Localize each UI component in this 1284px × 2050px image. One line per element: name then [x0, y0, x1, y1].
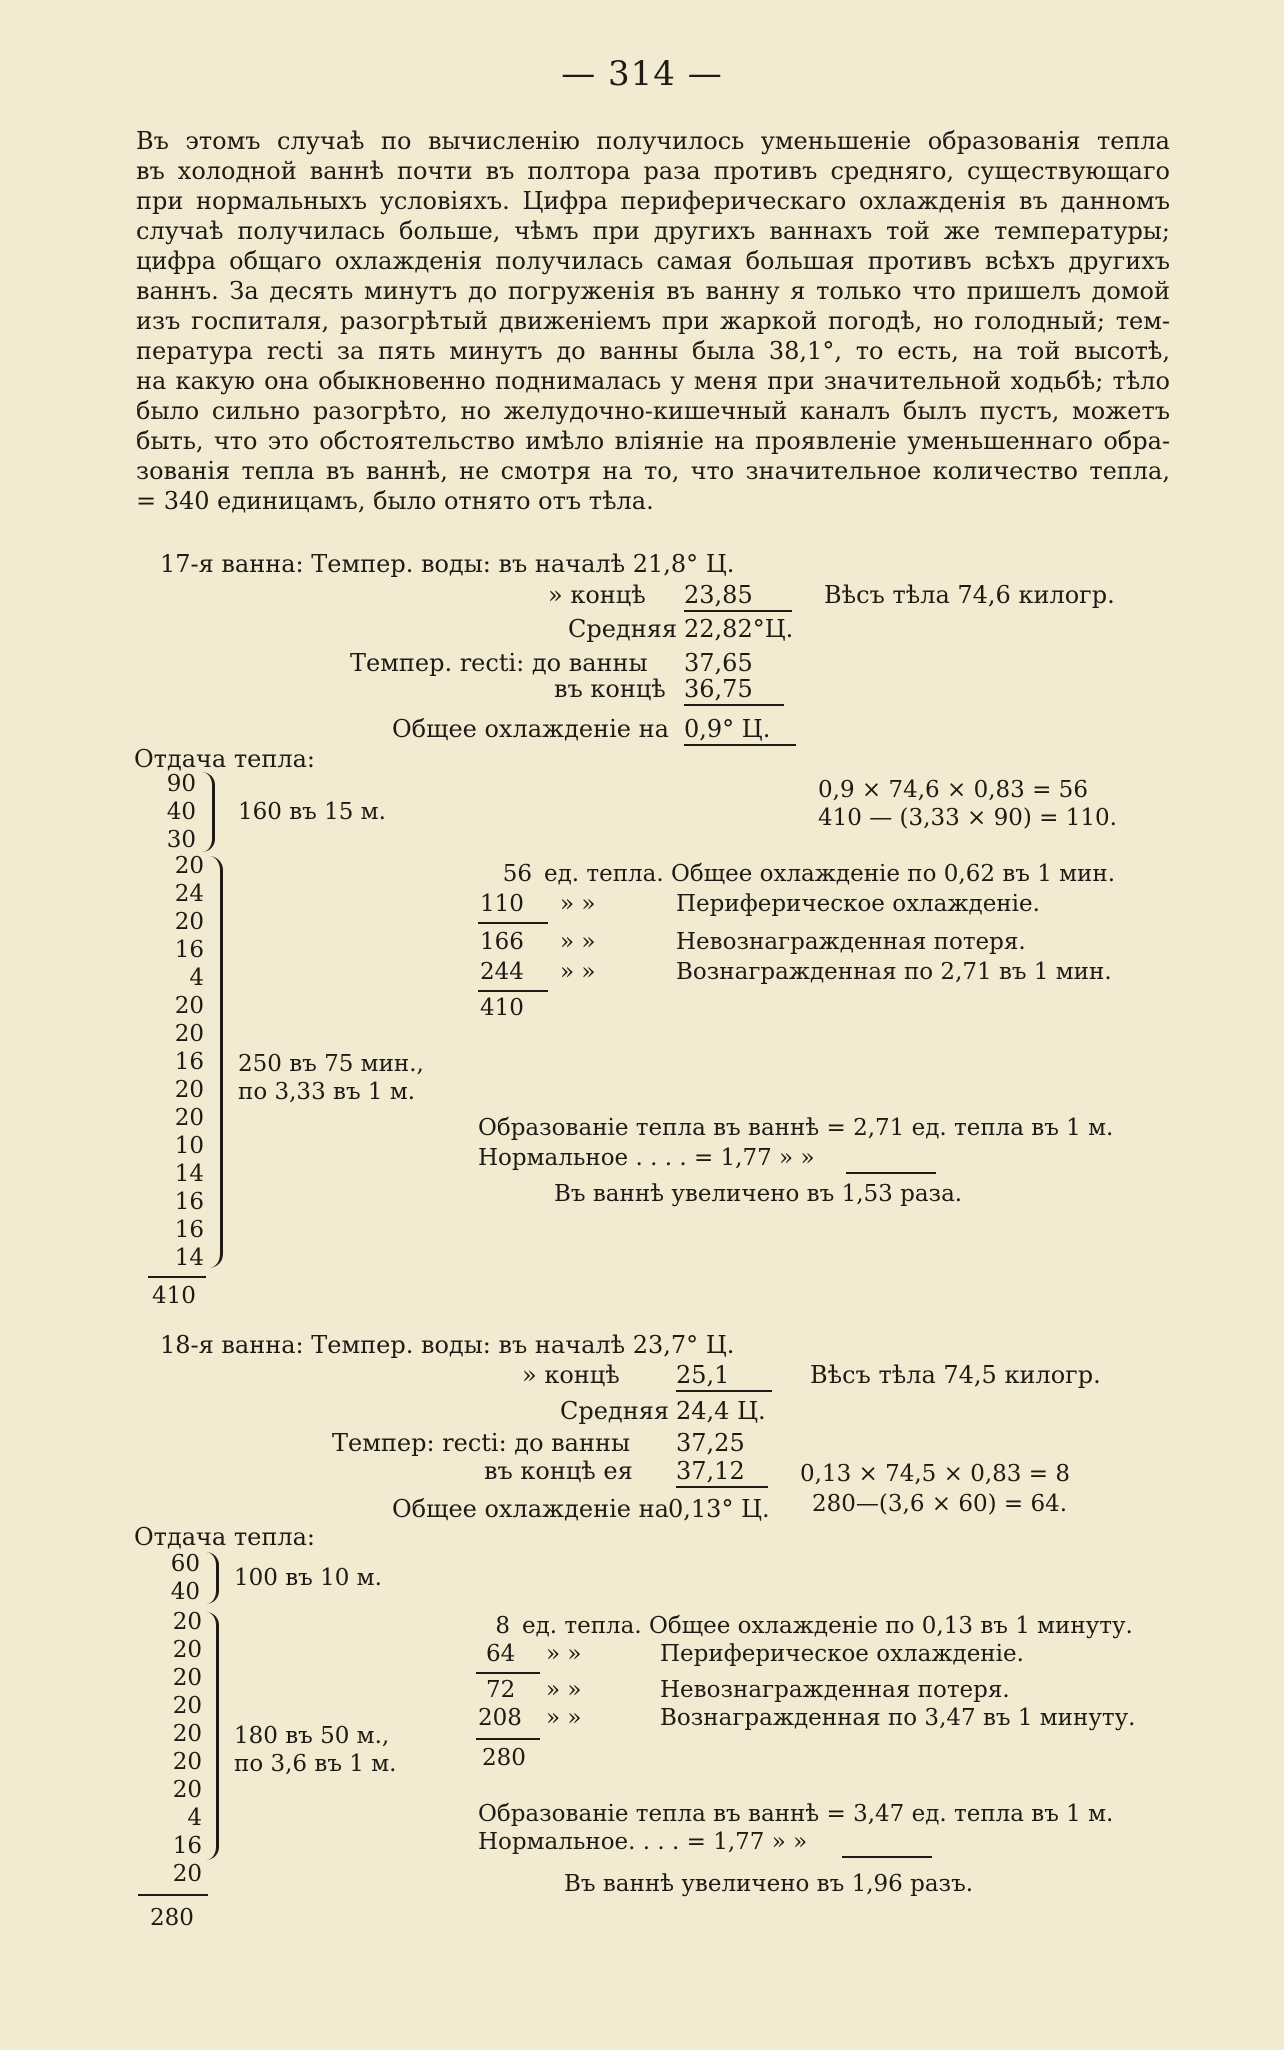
bath17-summary-text: Периферическое охлажденіе.	[676, 891, 1040, 917]
bath18-water-start: 18-я ванна: Темпер. воды: въ началѣ 23,7° Ц.	[160, 1331, 735, 1359]
bath17-group1-values	[140, 770, 196, 854]
bath17-group1-sum: 160 въ 15 м.	[238, 799, 386, 825]
bath17-body-weight: Вѣсъ тѣла 74,6 килогр.	[824, 581, 1115, 609]
bath17-summary-num: 166	[480, 929, 524, 955]
bath18-increase: Въ ваннѣ увеличено въ 1,96 разъ.	[564, 1871, 974, 1897]
bath18-formation: Образованіе тепла въ ваннѣ = 3,47 ед. тепла въ 1 м.	[478, 1801, 1114, 1827]
bath18-summary-rule	[476, 1738, 540, 1740]
bath18-total-value: 0,13° Ц.	[668, 1495, 770, 1523]
value-cell: 16	[174, 1049, 204, 1075]
bath17-water-end-value: 23,85	[684, 580, 792, 612]
bath17-increase: Въ ваннѣ увеличено въ 1,53 раза.	[554, 1181, 963, 1207]
paragraph-line: пература recti за пять минутъ до ванны была 38,1°, то есть, на той высотѣ,	[136, 337, 1170, 365]
bath18-group2-rate: по 3,6 въ 1 м.	[234, 1751, 397, 1777]
bath17-formation: Образованіе тепла въ ваннѣ = 2,71 ед. тепла въ 1 м.	[478, 1115, 1114, 1141]
bath17-group2-brace	[208, 856, 223, 1268]
bath17-heat-label: Отдача тепла:	[134, 745, 315, 773]
bath17-mean-value: 22,82°Ц.	[684, 615, 794, 643]
bath17-group1-brace	[202, 772, 215, 852]
bath18-summary-num: 8	[495, 1613, 510, 1639]
value-cell: 60	[170, 1551, 200, 1577]
bath18-recti-label: Темпер: recti: до ванны	[332, 1429, 631, 1457]
bath18-mean-label: Средняя	[560, 1397, 669, 1425]
bath17-group2-rate: по 3,33 въ 1 м.	[238, 1079, 416, 1105]
paragraph-line: изъ госпиталя, разогрѣтый движеніемъ при жаркой погодѣ, но голодный; тем-	[136, 307, 1170, 335]
bath17-recti-end-value: 36,75	[684, 674, 784, 706]
paragraph-line: быть, что это обстоятельство имѣло вліяніе на проявленіе уменьшеннаго обра-	[136, 427, 1170, 455]
bath17-summary-rule	[478, 990, 548, 992]
bath18-mean-value: 24,4 Ц.	[676, 1397, 766, 1425]
bath18-ditto: » »	[546, 1641, 582, 1667]
value-cell: 4	[189, 965, 204, 991]
bath17-water-end-label: » концѣ	[548, 581, 646, 609]
bath18-water-end-value: 25,1	[676, 1360, 772, 1392]
bath17-summary-num: 410	[480, 995, 524, 1021]
bath17-calc-line1: 0,9 × 74,6 × 0,83 = 56	[818, 777, 1088, 803]
paragraph-line: при нормальныхъ условіяхъ. Цифра периферическаго охлажденія въ данномъ	[136, 187, 1170, 215]
bath18-total-sum: 280	[150, 1905, 194, 1931]
value-cell: 20	[174, 993, 204, 1019]
value-cell: 20	[172, 1721, 202, 1747]
paragraph-line: Въ этомъ случаѣ по вычисленію получилось уменьшеніе образованія тепла	[136, 127, 1170, 155]
bath18-total-label: Общее охлажденіе на	[392, 1495, 669, 1523]
bath18-group1-sum: 100 въ 10 м.	[234, 1565, 382, 1591]
bath17-summary-rule	[478, 922, 548, 924]
bath18-recti-end-label: въ концѣ ея	[484, 1457, 633, 1485]
value-cell: 20	[172, 1861, 202, 1887]
bath17-normal-rule	[846, 1172, 936, 1174]
bath18-ditto: » »	[546, 1677, 582, 1703]
bath18-normal-rule	[842, 1856, 932, 1858]
bath18-water-end-label: » концѣ	[522, 1361, 620, 1389]
value-cell: 16	[174, 1217, 204, 1243]
bath17-total-value: 0,9° Ц.	[684, 714, 796, 746]
value-cell: 20	[174, 909, 204, 935]
value-cell: 20	[172, 1665, 202, 1691]
bath17-water-start: 17-я ванна: Темпер. воды: въ началѣ 21,8° Ц.	[160, 550, 735, 578]
value-cell: 20	[174, 1077, 204, 1103]
value-cell: 14	[174, 1245, 204, 1271]
bath17-summary-num: 244	[480, 959, 524, 985]
bath17-summary-text: ед. тепла. Общее охлажденіе по 0,62 въ 1 мин.	[544, 861, 1116, 887]
value-cell: 24	[174, 881, 204, 907]
bath17-total-sum: 410	[152, 1283, 196, 1309]
value-cell: 20	[172, 1693, 202, 1719]
value-cell: 20	[172, 1609, 202, 1635]
bath18-summary-num: 64	[486, 1641, 516, 1667]
bath18-body-weight: Вѣсъ тѣла 74,5 килогр.	[810, 1361, 1101, 1389]
bath17-sum-rule	[148, 1276, 206, 1278]
paragraph-line: = 340 единицамъ, было отнято отъ тѣла.	[136, 487, 654, 515]
bath17-summary-num: 56	[502, 861, 532, 887]
value-cell: 14	[174, 1161, 204, 1187]
bath17-mean-label: Средняя	[568, 615, 677, 643]
value-cell: 90	[166, 771, 196, 797]
value-cell: 20	[172, 1749, 202, 1775]
bath17-ditto: » »	[560, 959, 596, 985]
bath17-summary-num: 110	[480, 891, 524, 917]
bath18-summary-text: Периферическое охлажденіе.	[660, 1641, 1024, 1667]
value-cell: 16	[174, 937, 204, 963]
bath18-group1-values	[148, 1550, 200, 1606]
bath18-summary-num: 208	[478, 1705, 522, 1731]
bath18-summary-text: Вознагражденная по 3,47 въ 1 минуту.	[660, 1705, 1136, 1731]
value-cell: 16	[174, 1189, 204, 1215]
paragraph-line: случаѣ получилась больше, чѣмъ при другихъ ваннахъ той же температуры;	[136, 217, 1170, 245]
bath18-summary-num: 72	[486, 1677, 516, 1703]
value-cell: 20	[172, 1777, 202, 1803]
body-paragraph	[136, 126, 1170, 516]
value-cell: 40	[170, 1579, 200, 1605]
bath17-recti-label: Темпер. recti: до ванны	[350, 649, 648, 677]
bath17-total-label: Общее охлажденіе на	[392, 715, 669, 743]
bath18-calc-line2: 280—(3,6 × 60) = 64.	[812, 1491, 1068, 1517]
paragraph-line: ваннъ. За десять минутъ до погруженія въ ванну я только что пришелъ домой	[136, 277, 1170, 305]
bath17-group2-sum: 250 въ 75 мин.,	[238, 1051, 424, 1077]
value-cell: 20	[172, 1637, 202, 1663]
bath18-summary-num: 280	[482, 1745, 526, 1771]
bath17-group2-values	[140, 852, 204, 1272]
bath18-summary-text: Невознагражденная потеря.	[660, 1677, 1010, 1703]
bath18-group2-sum: 180 въ 50 м.,	[234, 1723, 390, 1749]
paragraph-line: на какую она обыкновенно поднималась у меня при значительной ходьбѣ; тѣло	[136, 367, 1170, 395]
bath18-group2-values	[148, 1608, 202, 1888]
bath18-recti-before: 37,25	[676, 1429, 745, 1457]
paragraph-line: цифра общаго охлажденія получилась самая большая противъ всѣхъ другихъ	[136, 247, 1170, 275]
value-cell: 16	[172, 1833, 202, 1859]
bath18-summary-text: ед. тепла. Общее охлажденіе по 0,13 въ 1 минуту.	[522, 1613, 1133, 1639]
paragraph-line: зованія тепла въ ваннѣ, не смотря на то, что значительное количество тепла,	[136, 457, 1170, 485]
bath17-recti-end-label: въ концѣ	[554, 675, 666, 703]
value-cell: 10	[174, 1133, 204, 1159]
bath17-ditto: » »	[560, 891, 596, 917]
paragraph-line: въ холодной ваннѣ почти въ полтора раза противъ средняго, существующаго	[136, 157, 1170, 185]
bath18-ditto: » »	[546, 1705, 582, 1731]
value-cell: 40	[166, 799, 196, 825]
bath17-summary-text: Вознагражденная по 2,71 въ 1 мин.	[676, 959, 1112, 985]
bath17-normal: Нормальное . . . . = 1,77 » »	[478, 1145, 815, 1171]
bath18-recti-end-value: 37,12	[676, 1456, 768, 1488]
bath18-sum-rule	[138, 1894, 208, 1896]
bath17-calc-line2: 410 — (3,33 × 90) = 110.	[818, 805, 1117, 831]
bath18-calc-line1: 0,13 × 74,5 × 0,83 = 8	[800, 1461, 1070, 1487]
bath18-summary-rule	[476, 1672, 540, 1674]
bath17-recti-before: 37,65	[684, 649, 753, 677]
value-cell: 20	[174, 1105, 204, 1131]
value-cell: 4	[187, 1805, 202, 1831]
bath18-heat-label: Отдача тепла:	[134, 1523, 315, 1551]
bath17-summary-text: Невознагражденная потеря.	[676, 929, 1026, 955]
value-cell: 20	[174, 1021, 204, 1047]
value-cell: 30	[166, 827, 196, 853]
page-number: — 314 —	[561, 54, 723, 94]
paragraph-line: было сильно разогрѣто, но желудочно-кишечный каналъ былъ пустъ, можетъ	[136, 397, 1170, 425]
value-cell: 20	[174, 853, 204, 879]
bath18-group1-brace	[206, 1552, 219, 1604]
bath18-normal: Нормальное. . . . = 1,77 » »	[478, 1829, 808, 1855]
bath18-group2-brace	[206, 1612, 219, 1860]
bath17-ditto: » »	[560, 929, 596, 955]
